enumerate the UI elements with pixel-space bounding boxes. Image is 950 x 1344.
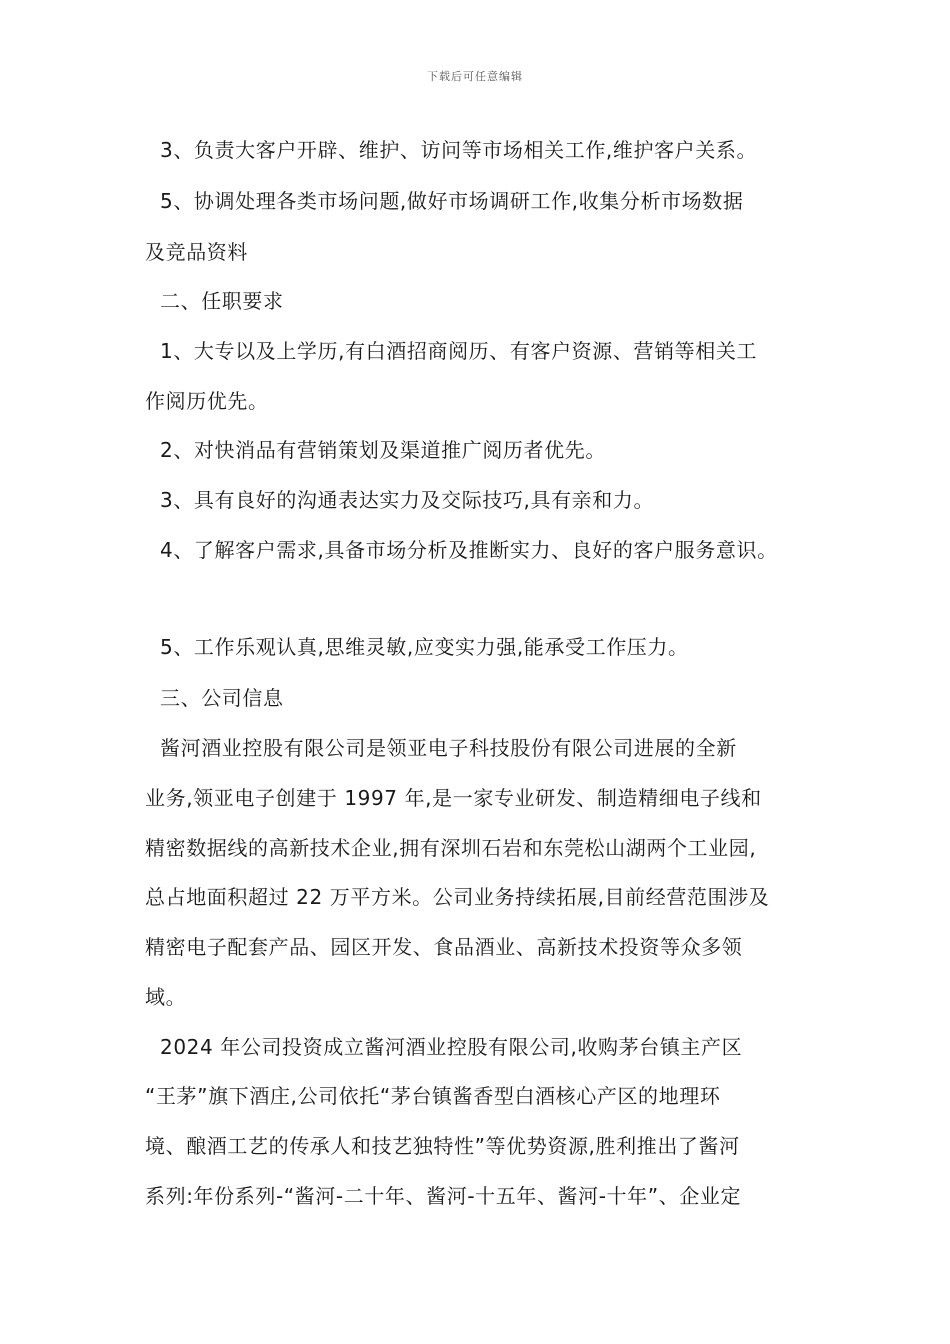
section-heading: 二、任职要求	[160, 289, 284, 313]
paragraph-line: 3、具有良好的沟通表达实力及交际技巧,具有亲和力。	[160, 488, 655, 512]
paragraph-line: 及竞品资料	[145, 240, 248, 264]
paragraph-line: 2、对快消品有营销策划及渠道推广阅历者优先。	[160, 438, 606, 462]
paragraph-line: 1、大专以及上学历,有白酒招商阅历、有客户资源、营销等相关工	[160, 339, 758, 363]
paragraph-line: 域。	[145, 985, 187, 1009]
paragraph-line: 3、负责大客户开辟、维护、访问等市场相关工作,维护客户关系。	[160, 138, 758, 162]
paragraph-line: 作阅历优先。	[145, 389, 269, 413]
paragraph-line: 精密数据线的高新技术企业,拥有深圳石岩和东莞松山湖两个工业园,	[145, 836, 757, 860]
paragraph-line: 5、工作乐观认真,思维灵敏,应变实力强,能承受工作压力。	[160, 635, 689, 659]
paragraph-line: 2024 年公司投资成立酱河酒业控股有限公司,收购茅台镇主产区	[160, 1035, 743, 1059]
paragraph-line: 境、酿酒工艺的传承人和技艺独特性”等优势资源,胜利推出了酱河	[145, 1134, 740, 1158]
paragraph-line: 5、协调处理各类市场问题,做好市场调研工作,收集分析市场数据	[160, 189, 744, 213]
paragraph-line: 精密电子配套产品、园区开发、食品酒业、高新技术投资等众多领	[145, 935, 743, 959]
page-header: 下载后可任意编辑	[427, 70, 523, 83]
paragraph-line: 总占地面积超过 22 万平方米。公司业务持续拓展,目前经营范围涉及	[145, 885, 770, 909]
paragraph-line: “王茅”旗下酒庄,公司依托“茅台镇酱香型白酒核心产区的地理环	[145, 1084, 721, 1108]
paragraph-line: 4、了解客户需求,具备市场分析及推断实力、良好的客户服务意识。	[160, 538, 778, 562]
paragraph-line: 酱河酒业控股有限公司是领亚电子科技股份有限公司进展的全新	[160, 736, 737, 760]
section-heading: 三、公司信息	[160, 686, 284, 710]
paragraph-line: 系列:年份系列-“酱河-二十年、酱河-十五年、酱河-十年”、企业定	[145, 1184, 742, 1208]
paragraph-line: 业务,领亚电子创建于 1997 年,是一家专业研发、制造精细电子线和	[145, 786, 762, 810]
